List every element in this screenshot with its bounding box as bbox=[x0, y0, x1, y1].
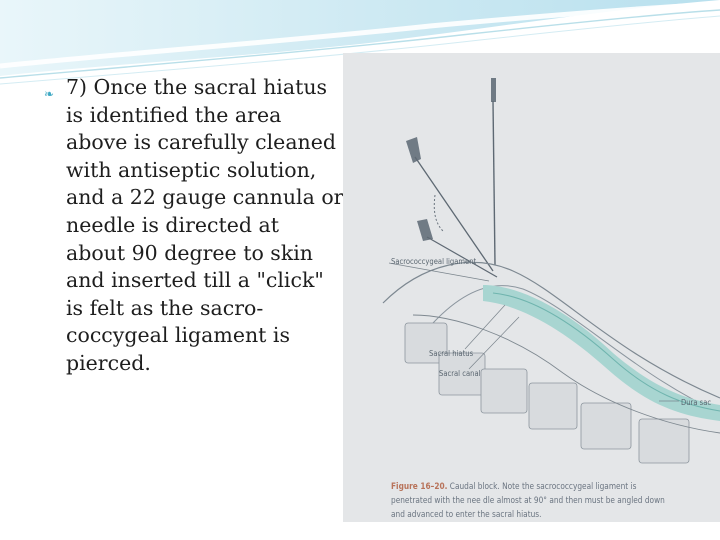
figure-caption-text: Caudal block. Note the sacrococcygeal ligament is penetrated with the nee dle almost at 90° and then must be angled down and advanced to enter the sacral hiatus. bbox=[391, 482, 665, 520]
bullet-block bbox=[44, 74, 344, 378]
label-sacrococcygeal-ligament: Sacrococcygeal ligament bbox=[391, 257, 477, 266]
figure-number: Figure 16–20. bbox=[391, 482, 448, 492]
bullet-text: 7) Once the sacral hiatus is identified the area above is carefully cleaned with antiseptic solution, and a 22 gauge cannula or needle is directed at about 90 degree to skin and inserted till a "click" is felt as the sacro-coccygeal ligament is pierced. bbox=[66, 75, 344, 375]
caudal-block-illustration bbox=[343, 53, 720, 522]
label-sacral-canal: Sacral canal bbox=[439, 369, 481, 378]
curl-bullet-icon: ❧ bbox=[44, 87, 55, 101]
figure-caption bbox=[391, 480, 666, 522]
caudal-block-figure bbox=[343, 53, 720, 522]
label-dura-sac: Dura sac bbox=[681, 398, 712, 407]
label-sacral-hiatus: Sacral hiatus bbox=[429, 349, 474, 358]
